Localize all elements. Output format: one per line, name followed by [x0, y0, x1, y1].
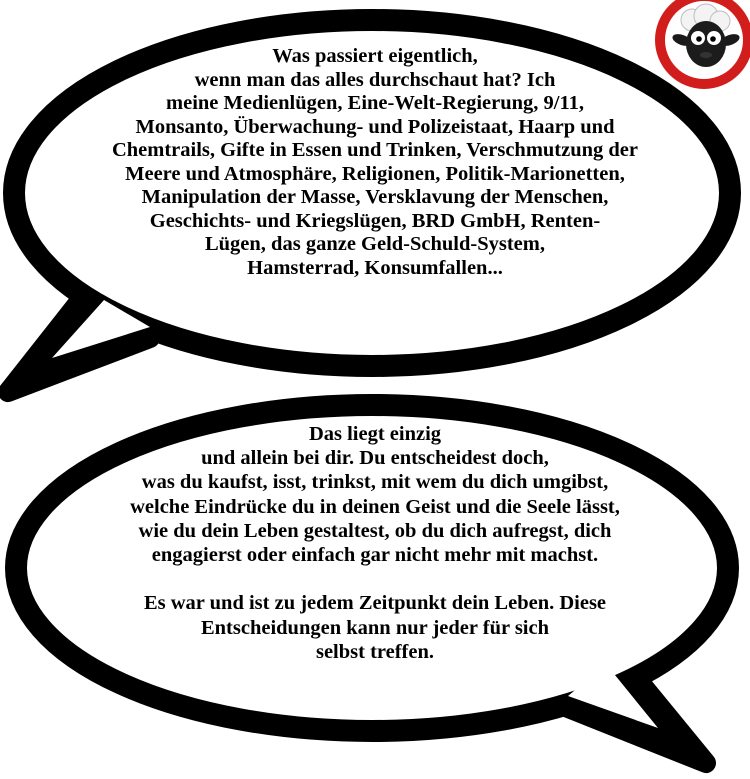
bottom-bubble-text: Das liegt einzig und allein bei dir. Du entscheidest doch, was du kaufst, isst, trinkst, mit wem du dich umgibst, welche Eindrücke du in deinen Geist und die Seele lässt, wie du dein Leben gestaltest, ob du dich aufregst, dich engagierst oder einfach gar nicht mehr mit machst. Es war und ist zu jedem Zeitpunkt dein Leben. Diese Entscheidungen kann nur jeder für sich selbst treffen. — [130, 423, 620, 663]
sheep-icon — [638, 0, 750, 92]
top-bubble-text: Was passiert eigentlich, wenn man das alles durchschaut hat? Ich meine Medienlügen, Eine-Welt-Regierung, 9/11, Monsanto, Überwachung- und Polizeistaat, Haarp und Chemtrails, Gifte in Essen und Trinken, Verschmutzung der Meere und Atmosphäre, Religionen, Politik-Marionetten, Manipulation der Masse, Versklavung der Menschen, Geschichts- und Kriegslügen, BRD GmbH, Renten- Lügen, das ganze Geld-Schuld-System, Hamsterrad, Konsumfallen... — [111, 45, 639, 279]
